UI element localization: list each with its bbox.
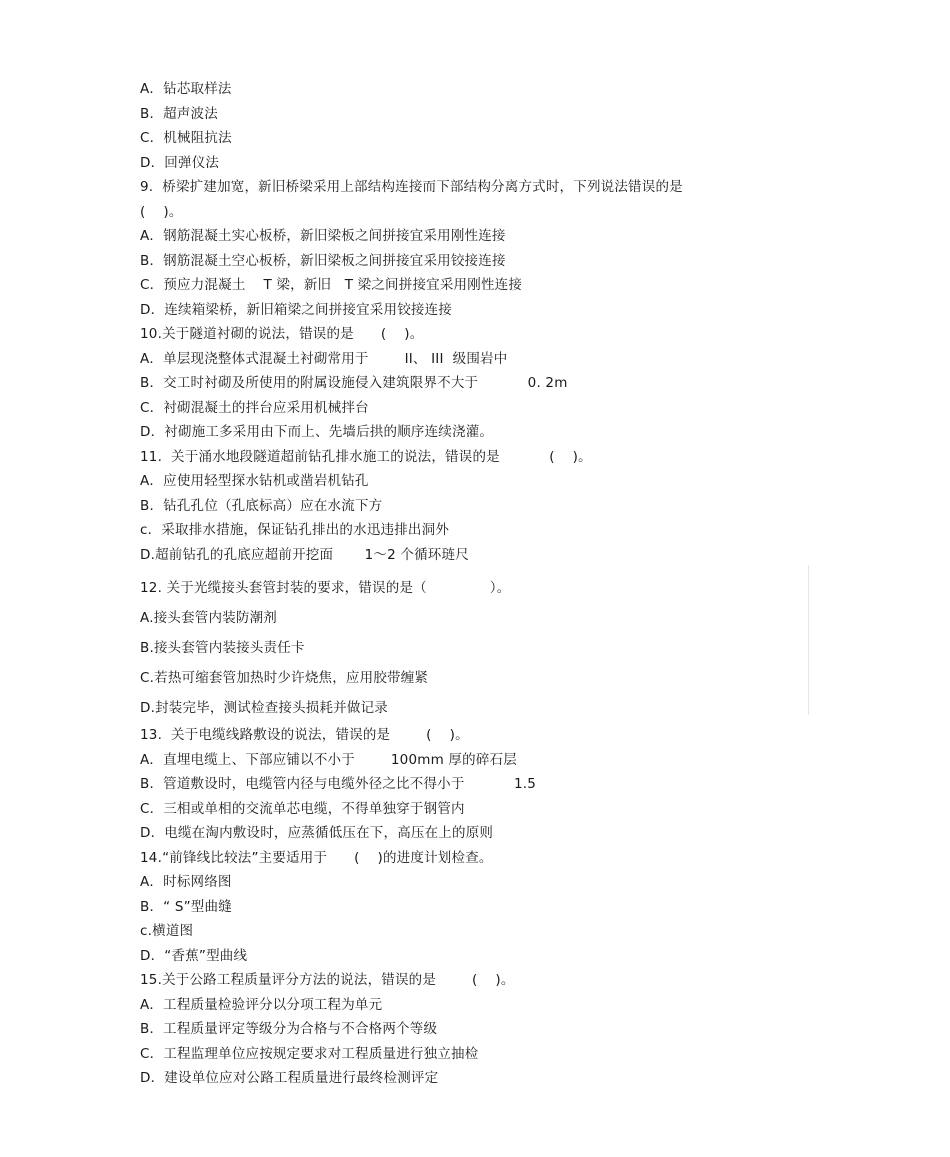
option-c: C．三相或单相的交流单芯电缆，不得单独穿于钢管内 bbox=[140, 800, 465, 817]
option-b: B．钻孔孔位（孔底标高）应在水流下方 bbox=[140, 497, 383, 514]
option-a: A．钻芯取样法 bbox=[140, 81, 232, 97]
option-b: B．交工时衬砌及所使用的附属设施侵入建筑限界不大于 0. 2m bbox=[140, 375, 568, 391]
option-c: C．衬砌混凝土的拌台应采用机械拌台 bbox=[140, 399, 369, 416]
option-a: A．时标网络图 bbox=[140, 874, 232, 890]
option-a: A．直埋电缆上、下部应铺以不小于 100mm 厚的碎石层 bbox=[140, 751, 517, 768]
option-d: D．电缆在淘内敷设时，应蒸循低压在下，高压在上的原则 bbox=[140, 825, 494, 841]
question-9-blank: ( )。 bbox=[140, 203, 183, 220]
page-divider-line bbox=[808, 565, 809, 715]
option-d: D.超前钻孔的孔底应超前开挖面 1～2 个循环琏尺 bbox=[140, 546, 469, 563]
question-13: 13. 关于电缆线路敷设的说法，错误的是 ( )。 bbox=[140, 727, 469, 743]
option-b: B.接头套管内装接头责任卡 bbox=[140, 640, 305, 656]
option-d: D．回弹仪法 bbox=[140, 154, 220, 171]
option-b: B．管道敷设时，电缆管内径与电缆外径之比不得小于 1.5 bbox=[140, 776, 537, 792]
option-b: B．超声波法 bbox=[140, 105, 218, 122]
question-10: 10.关于隧道衬砌的说法，错误的是 ( )。 bbox=[140, 326, 424, 342]
option-c: C．机械阻抗法 bbox=[140, 130, 232, 146]
option-c: c.横道图 bbox=[140, 923, 194, 939]
option-a: A．单层现浇整体式混凝土衬砌常用于 II、 III 级围岩中 bbox=[140, 350, 508, 367]
question-text-block bbox=[140, 77, 820, 1091]
question-12: 12. 关于光缆接头套管封装的要求，错误的是（ ）。 bbox=[140, 580, 511, 596]
option-d: D．“香蕉”型曲线 bbox=[140, 947, 248, 964]
option-a: A.接头套管内装防潮剂 bbox=[140, 610, 277, 626]
option-d: D.封装完毕，测试检查接头损耗并做记录 bbox=[140, 700, 388, 716]
option-a: A．钢筋混凝土实心板桥，新旧梁板之间拼接宜采用刚性连接 bbox=[140, 228, 506, 244]
option-b: B．“ S”型曲缝 bbox=[140, 898, 232, 915]
option-d: D．衬砌施工多采用由下而上、先墙后拱的顺序连续浇灌。 bbox=[140, 424, 494, 440]
option-a: A．工程质量检验评分以分项工程为单元 bbox=[140, 996, 383, 1013]
option-c: C．预应力混凝土 T 梁，新旧 T 梁之间拼接宜采用刚性连接 bbox=[140, 277, 523, 293]
question-9: 9. 桥梁扩建加宽，新旧桥梁采用上部结构连接而下部结构分离方式时，下列说法错误的是 bbox=[140, 179, 683, 195]
option-d: D．连续箱梁桥，新旧箱梁之间拼接宜采用铰接连接 bbox=[140, 301, 452, 318]
question-15: 15.关于公路工程质量评分方法的说法，错误的是 ( )。 bbox=[140, 972, 515, 988]
question-11: 11. 关于涌水地段隧道超前钻孔排水施工的说法，错误的是 ( )。 bbox=[140, 448, 592, 465]
option-b: B．工程质量评定等级分为合格与不合格两个等级 bbox=[140, 1021, 438, 1037]
option-b: B．钢筋混凝土空心板桥，新旧梁板之间拼接宜采用铰接连接 bbox=[140, 252, 506, 269]
option-c: C.若热可缩套管加热时少许烧焦，应用胶带缠紧 bbox=[140, 670, 429, 686]
question-14: 14.“前锋线比较法”主要适用于 ( )的进度计划检查。 bbox=[140, 849, 493, 866]
option-d: D．建设单位应对公路工程质量进行最终检测评定 bbox=[140, 1070, 439, 1086]
option-a: A．应使用轻型探水钻机或凿岩机钻孔 bbox=[140, 473, 369, 489]
option-c: c．采取排水措施，保证钻孔排出的水迅违排出洞外 bbox=[140, 522, 450, 538]
option-c: C．工程监理单位应按规定要求对工程质量进行独立抽检 bbox=[140, 1045, 479, 1062]
